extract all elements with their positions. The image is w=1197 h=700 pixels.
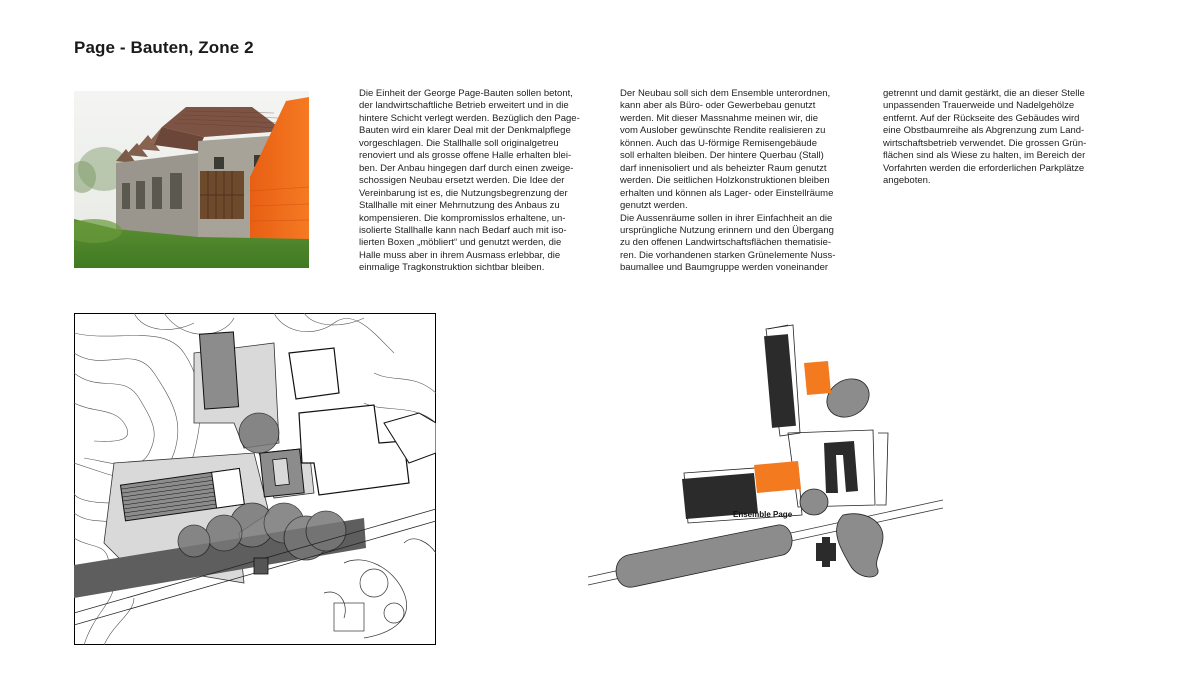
barn-photo: [74, 91, 309, 268]
page-title: Page - Bauten, Zone 2: [74, 38, 254, 57]
ensemble-label: Ensemble Page: [733, 510, 793, 519]
text-column-1: Die Einheit der George Page-Bauten sollen betont, der landwirtschaftliche Betrieb erweitert und in die hintere Schicht verlegt werden. Bezüglich den Page- Bauten wird ein klarer Deal mit der Denkmalpflege vorgeschlagen. Die Stallhalle soll originalgetreu renoviert und als grosse offene Halle erhalten blei- ben. Der Anbau hingegen darf durch einen zweige- schossigen Neubau ersetzt werden. Die Idee der Vereinbarung ist es, die Nutzungsbegrenzung der Stallhalle mit einer Mehrnutzung des Anbaus zu kompensieren. Die kompromisslos erhaltene, un- isolierte Stallhalle kann nach Bedarf auch mit iso- lierten Boxen „möbliert“ und genutzt werden, die Halle muss aber in ihrem Ausmass erlebbar, die einmalige Tragkonstruktion sichtbar bleiben.: [359, 88, 580, 274]
text-column-3: getrennt und damit gestärkt, die an dieser Stelle unpassenden Trauerweide und Nadelgehölze entfernt. Auf der Rückseite des Gebäudes wird eine Obstbaumreihe als Abgrenzung zum Land- wirtschaftsbetrieb verwendet. Die grossen Grün- flächen sind als Wiese zu halten, im Bereich der Vorfahrten werden die erforderlichen Parkplätze angeboten.: [883, 88, 1087, 187]
site-plan: [74, 313, 436, 645]
text-column-2: Der Neubau soll sich dem Ensemble unterordnen, kann aber als Büro- oder Gewerbebau genutzt werden. Mit dieser Massnahme meinen wir, die vom Auslober gewünschte Rendite realisieren zu können. Auch das U-förmige Remisengebäude soll erhalten bleiben. Der hintere Querbau (Stall) darf innenisoliert und als beheizter Raum genutzt werden. Die seitlichen Holzkonstruktionen bleiben erhalten und können als Lager- oder Einstellräume genutzt werden. Die Aussenräume sollen in ihrer Einfachheit an die ursprüngliche Nutzung erinnern und den Übergang zu den offenen Landwirtschaftsflächen thematisie- ren. Die vorhandenen starken Grünelemente Nuss- baumallee und Baumgruppe werden voneinander: [620, 88, 836, 274]
ensemble-diagram: [588, 315, 943, 605]
